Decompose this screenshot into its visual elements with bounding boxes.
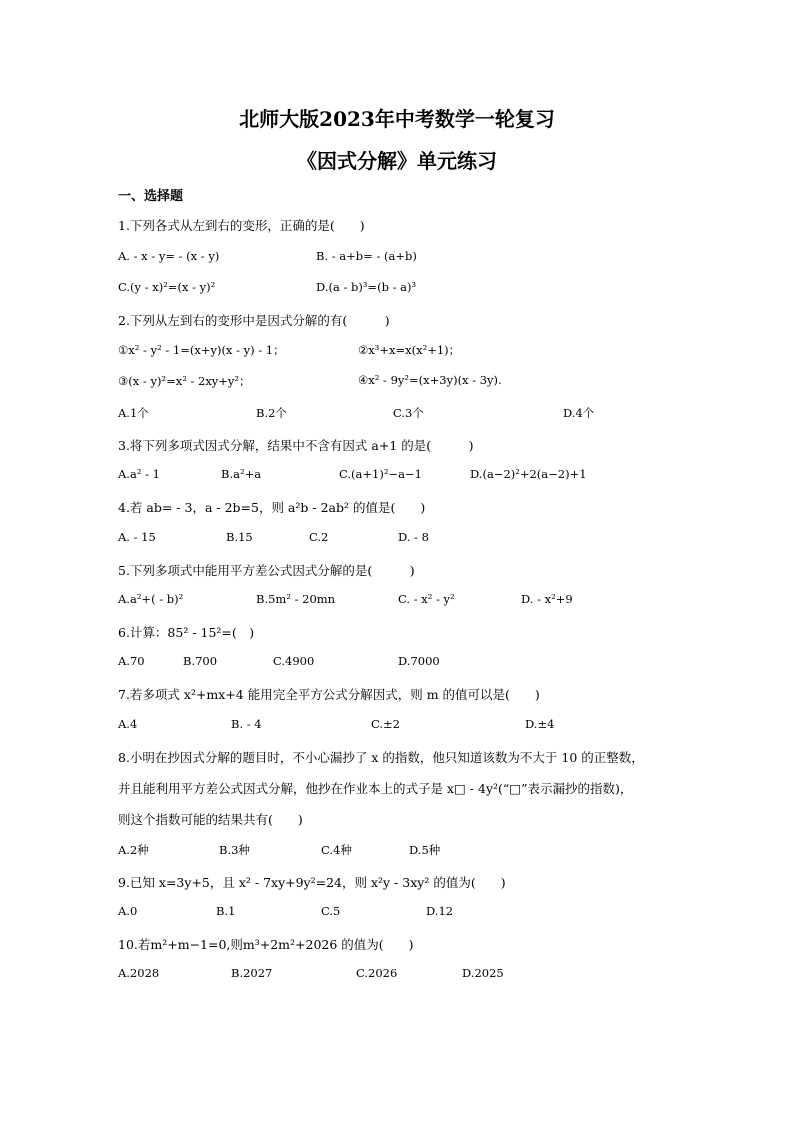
question-2-item-2: ②x³+x=x(x²+1)； bbox=[358, 343, 461, 357]
question-7-stem: 7.若多项式 x²+mx+4 能用完全平方公式分解因式，则 m 的值可以是( ) bbox=[118, 687, 540, 702]
question-5-option-d: D. - x²+9 bbox=[521, 592, 573, 606]
question-8-stem-line-2: 并且能利用平方差公式因式分解，他抄在作业本上的式子是 x□ - 4y²(“□”表示漏抄的指数)， bbox=[118, 781, 633, 796]
question-6-option-c: C.4900 bbox=[273, 654, 315, 668]
question-10-option-c: C.2026 bbox=[356, 966, 398, 980]
question-2-item-1: ①x² - y² - 1=(x+y)(x - y) - 1； bbox=[118, 343, 285, 357]
question-7-option-d: D.±4 bbox=[525, 717, 555, 731]
question-4-option-b: B.15 bbox=[226, 530, 253, 544]
question-6-option-d: D.7000 bbox=[398, 654, 440, 668]
question-2-option-c: C.3个 bbox=[393, 406, 424, 420]
document-subtitle: 《因式分解》单元练习 bbox=[297, 149, 497, 173]
question-8-option-d: D.5种 bbox=[409, 843, 441, 857]
question-6-option-a: A.70 bbox=[118, 654, 145, 668]
question-7-option-c: C.±2 bbox=[371, 717, 400, 731]
document-title: 北师大版2023年中考数学一轮复习 bbox=[239, 107, 555, 131]
question-10-option-a: A.2028 bbox=[118, 966, 160, 980]
question-8-stem-line-1: 8.小明在抄因式分解的题目时，不小心漏抄了 x 的指数，他只知道该数为不大于 10 的正整数， bbox=[118, 750, 644, 765]
section-heading: 一、选择题 bbox=[118, 189, 184, 204]
question-1-option-b: B. - a+b= - (a+b) bbox=[316, 249, 417, 263]
question-10-stem: 10.若m²+m−1=0,则m³+2m²+2026 的值为( ) bbox=[118, 937, 414, 952]
question-1-stem: 1.下列各式从左到右的变形，正确的是( ) bbox=[118, 218, 365, 233]
question-2-option-b: B.2个 bbox=[256, 406, 287, 420]
question-1-option-d: D.(a - b)³=(b - a)³ bbox=[316, 280, 417, 294]
question-2-option-d: D.4个 bbox=[563, 406, 595, 420]
question-7-option-b: B. - 4 bbox=[231, 717, 262, 731]
question-8-stem-line-3: 则这个指数可能的结果共有( ) bbox=[118, 812, 303, 827]
question-8-option-c: C.4种 bbox=[321, 843, 352, 857]
question-7-option-a: A.4 bbox=[118, 717, 138, 731]
question-5-option-c: C. - x² - y² bbox=[398, 592, 455, 606]
question-4-option-a: A. - 15 bbox=[118, 530, 156, 544]
question-3-stem: 3.将下列多项式因式分解，结果中不含有因式 a+1 的是( ) bbox=[118, 438, 474, 453]
question-4-stem: 4.若 ab= - 3，a - 2b=5，则 a²b - 2ab² 的值是( ) bbox=[118, 500, 426, 515]
question-1-option-a: A. - x - y= - (x - y) bbox=[118, 249, 220, 263]
question-2-option-a: A.1个 bbox=[118, 406, 149, 420]
question-4-option-d: D. - 8 bbox=[398, 530, 429, 544]
question-6-stem: 6.计算：85² - 15²=( ) bbox=[118, 625, 255, 640]
question-5-option-b: B.5m² - 20mn bbox=[256, 592, 336, 606]
question-5-option-a: A.a²+( - b)² bbox=[118, 592, 184, 606]
question-9-option-b: B.1 bbox=[216, 904, 236, 918]
question-8-option-b: B.3种 bbox=[219, 843, 250, 857]
question-9-stem: 9.已知 x=3y+5，且 x² - 7xy+9y²=24，则 x²y - 3xy² 的值为( ) bbox=[118, 875, 506, 890]
question-2-item-3: ③(x - y)²=x² - 2xy+y²； bbox=[118, 374, 251, 388]
question-2-stem: 2.下列从左到右的变形中是因式分解的有( ) bbox=[118, 313, 390, 328]
question-5-stem: 5.下列多项式中能用平方差公式因式分解的是( ) bbox=[118, 563, 415, 578]
question-3-option-a: A.a² - 1 bbox=[118, 467, 160, 481]
question-9-option-c: C.5 bbox=[321, 904, 341, 918]
question-10-option-d: D.2025 bbox=[462, 966, 504, 980]
question-10-option-b: B.2027 bbox=[231, 966, 273, 980]
question-1-option-c: C.(y - x)²=(x - y)² bbox=[118, 280, 216, 294]
question-2-item-4: ④x² - 9y²=(x+3y)(x - 3y). bbox=[358, 373, 502, 387]
question-9-option-d: D.12 bbox=[426, 904, 454, 918]
question-4-option-c: C.2 bbox=[309, 530, 329, 544]
question-3-option-d: D.(a−2)²+2(a−2)+1 bbox=[470, 467, 587, 481]
question-9-option-a: A.0 bbox=[118, 904, 138, 918]
question-6-option-b: B.700 bbox=[183, 654, 218, 668]
question-8-option-a: A.2种 bbox=[118, 843, 149, 857]
question-3-option-c: C.(a+1)²−a−1 bbox=[339, 467, 422, 481]
question-3-option-b: B.a²+a bbox=[221, 467, 262, 481]
